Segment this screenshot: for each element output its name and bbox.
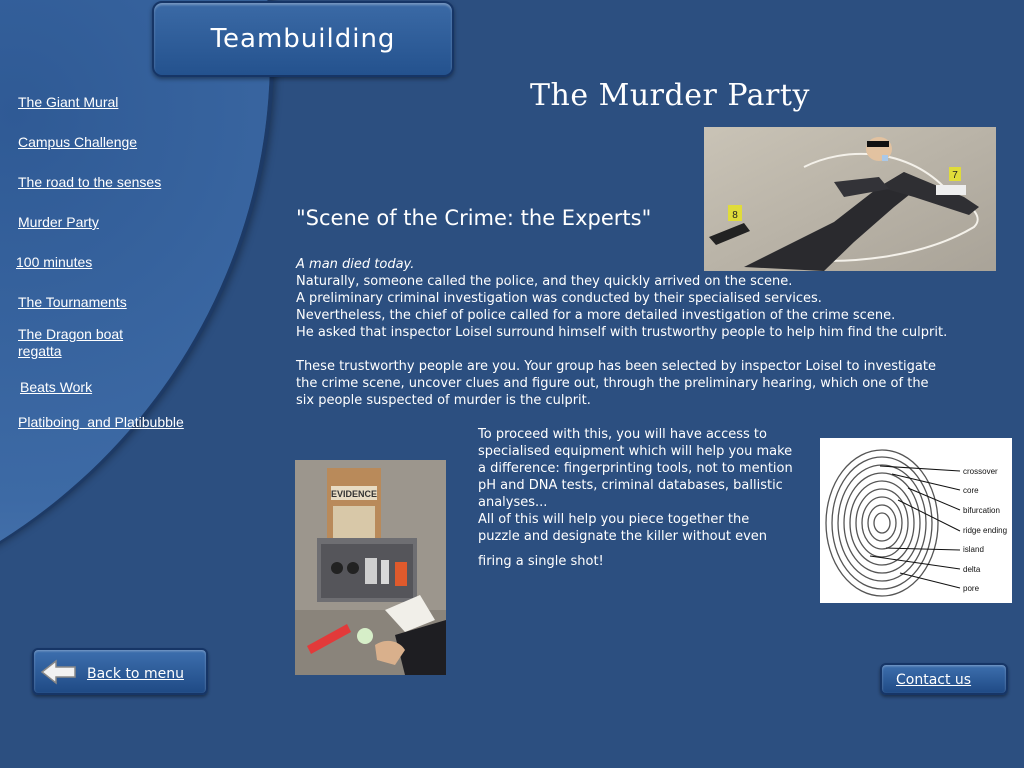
evidence-bag-label: EVIDENCE: [330, 489, 378, 499]
paragraph1-line: Nevertheless, the chief of police called for a more detailed investigation of the crime scene.: [296, 308, 896, 323]
nav-item-dragon-boat[interactable]: [18, 326, 123, 360]
proceed-line: To proceed with this, you will have access to: [478, 427, 767, 442]
back-to-menu-label: Back to menu: [87, 666, 184, 682]
paragraph2-line: the crime scene, uncover clues and figure out, through the preliminary hearing, which one of the: [296, 376, 929, 391]
proceed-line: specialised equipment which will help you make: [478, 444, 793, 459]
fingerprint-label: core: [963, 486, 979, 495]
nav-item-giant-mural[interactable]: The Giant Mural: [18, 94, 119, 110]
nav-item-platiboing[interactable]: Platiboing and Platibubble: [18, 414, 184, 430]
paragraph1-line: He asked that inspector Loisel surround himself with trustworthy people to help him find the culprit.: [296, 325, 948, 340]
contact-us-label: Contact us: [896, 672, 972, 688]
fingerprint-label: pore: [963, 584, 980, 593]
fingerprint-label: island: [963, 545, 984, 554]
nav-item-beats-work[interactable]: Beats Work: [20, 379, 93, 395]
back-to-menu-button[interactable]: [32, 648, 208, 695]
proceed-line: puzzle and designate the killer without even: [478, 529, 768, 544]
header-title-tab: [152, 1, 454, 77]
fingerprint-label: crossover: [963, 467, 998, 476]
back-arrow-icon: [40, 659, 78, 685]
intro-italic: A man died today.: [296, 257, 415, 272]
paragraph1-line: Naturally, someone called the police, and they quickly arrived on the scene.: [296, 274, 793, 289]
evidence-kit-photo: [295, 460, 446, 675]
paragraph1-line: A preliminary criminal investigation was conducted by their specialised services.: [296, 291, 822, 306]
nav-item-campus-challenge[interactable]: Campus Challenge: [18, 134, 138, 150]
header-title: Teambuilding: [210, 24, 396, 54]
evidence-marker-8: 8: [732, 210, 738, 221]
nav-item-tournaments[interactable]: The Tournaments: [18, 294, 127, 310]
fingerprint-label: delta: [963, 565, 981, 574]
nav-item-dragon-boat-line2: regatta: [18, 343, 62, 359]
body-text: [296, 256, 1006, 409]
proceed-line: analyses...: [478, 495, 548, 510]
fingerprint-label: ridge ending: [963, 526, 1008, 535]
nav-item-murder-party[interactable]: Murder Party: [18, 214, 99, 230]
proceed-last-line: firing a single shot!: [478, 554, 604, 569]
nav-item-road-to-senses[interactable]: The road to the senses: [18, 174, 162, 190]
crime-scene-photo: [704, 127, 996, 271]
nav-item-100-minutes[interactable]: 100 minutes: [16, 254, 93, 270]
paragraph2-line: six people suspected of murder is the culprit.: [296, 393, 591, 408]
contact-us-button[interactable]: [880, 663, 1008, 695]
proceed-line: a difference: fingerprinting tools, not to mention: [478, 461, 793, 476]
page-title: The Murder Party: [530, 78, 810, 113]
proceed-text: [478, 426, 823, 570]
fingerprint-diagram: [820, 438, 1012, 603]
proceed-line: All of this will help you piece together the: [478, 512, 750, 527]
paragraph2-line: These trustworthy people are you. Your group has been selected by inspector Loisel to investigate: [296, 359, 936, 374]
section-subtitle: "Scene of the Crime: the Experts": [296, 206, 652, 230]
nav-item-dragon-boat-line1: The Dragon boat: [18, 326, 124, 342]
proceed-line: pH and DNA tests, criminal databases, ballistic: [478, 478, 783, 493]
evidence-marker-7: 7: [952, 170, 958, 181]
fingerprint-label: bifurcation: [963, 506, 1000, 515]
